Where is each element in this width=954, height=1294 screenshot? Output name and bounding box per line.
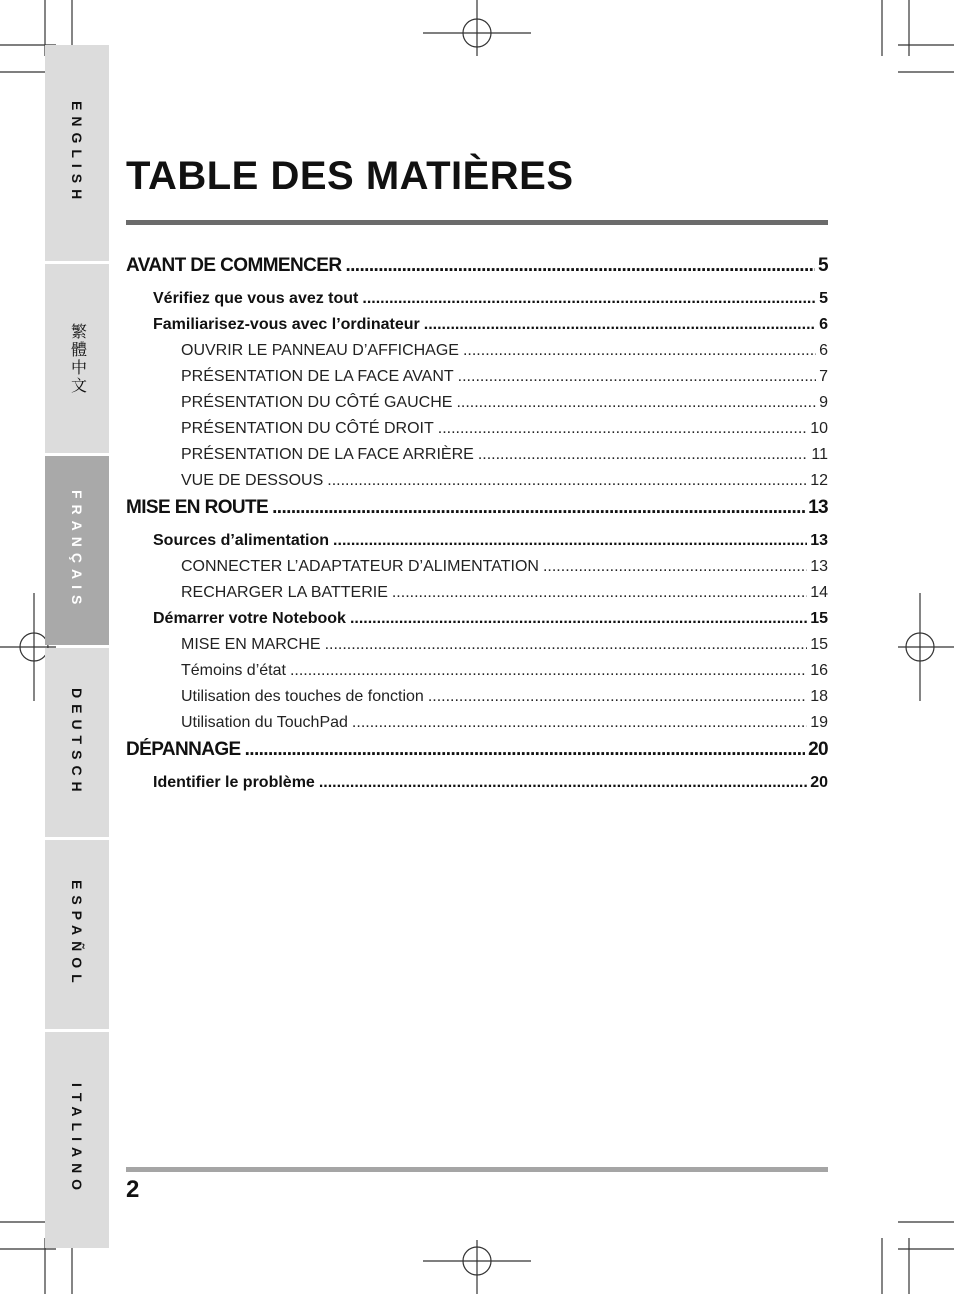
toc-entry-page: 7	[819, 368, 828, 385]
toc-entry-label: VUE DE DESSOUS	[181, 472, 324, 489]
table-of-contents	[126, 254, 828, 796]
toc-entry-label: MISE EN ROUTE	[126, 497, 269, 518]
toc-entry-page: 18	[810, 688, 828, 705]
toc-entry-page: 5	[818, 255, 828, 276]
toc-entry-page: 13	[808, 497, 828, 518]
toc-entry-page: 20	[810, 774, 828, 791]
toc-entry-label: PRÉSENTATION DE LA FACE AVANT	[181, 368, 454, 385]
toc-leader-dots	[272, 496, 805, 520]
toc-entry-label: OUVRIR LE PANNEAU D’AFFICHAGE	[181, 342, 459, 359]
toc-item[interactable]	[126, 580, 828, 606]
toc-entry-label: Démarrer votre Notebook	[153, 610, 346, 627]
language-tab-italiano[interactable]	[45, 1032, 109, 1248]
toc-leader-dots	[438, 416, 807, 442]
toc-entry-label: Utilisation des touches de fonction	[181, 688, 424, 705]
toc-leader-dots	[458, 364, 816, 390]
toc-entry-page: 6	[819, 316, 828, 333]
toc-item[interactable]	[126, 710, 828, 736]
toc-leader-dots	[327, 468, 807, 494]
toc-section[interactable]	[126, 254, 828, 286]
page-title: TABLE DES MATIÈRES	[126, 154, 574, 198]
toc-entry-page: 12	[810, 472, 828, 489]
toc-entry-label: CONNECTER L’ADAPTATEUR D’ALIMENTATION	[181, 558, 539, 575]
toc-entry-page: 9	[819, 394, 828, 411]
toc-section[interactable]	[126, 738, 828, 770]
toc-entry-label: PRÉSENTATION DU CÔTÉ GAUCHE	[181, 394, 453, 411]
toc-entry-label: RECHARGER LA BATTERIE	[181, 584, 388, 601]
toc-item[interactable]	[126, 390, 828, 416]
toc-entry-label: Témoins d’état	[181, 662, 286, 679]
language-tab-label: DEUTSCH	[69, 687, 85, 798]
toc-entry-page: 13	[810, 558, 828, 575]
toc-leader-dots	[456, 390, 816, 416]
toc-entry-label: Utilisation du TouchPad	[181, 714, 348, 731]
title-divider	[126, 220, 828, 225]
toc-entry-page: 15	[810, 636, 828, 653]
toc-entry-page: 20	[808, 739, 828, 760]
toc-entry-page: 6	[819, 342, 828, 359]
toc-leader-dots	[392, 580, 807, 606]
toc-item[interactable]	[126, 632, 828, 658]
toc-entry-label: Vérifiez que vous avez tout	[153, 290, 359, 307]
toc-leader-dots	[352, 710, 807, 736]
toc-leader-dots	[319, 770, 807, 796]
toc-leader-dots	[345, 254, 815, 278]
toc-item[interactable]	[126, 442, 828, 468]
toc-item[interactable]	[126, 468, 828, 494]
toc-leader-dots	[362, 286, 816, 312]
toc-subsection[interactable]	[126, 312, 828, 338]
toc-item[interactable]	[126, 416, 828, 442]
toc-entry-page: 14	[810, 584, 828, 601]
toc-item[interactable]	[126, 338, 828, 364]
language-tab-espanol[interactable]	[45, 840, 109, 1029]
toc-leader-dots	[463, 338, 816, 364]
language-tab-deutsch[interactable]	[45, 648, 109, 837]
language-tab-chinese[interactable]	[45, 264, 109, 453]
toc-entry-page: 5	[819, 290, 828, 307]
toc-item[interactable]	[126, 554, 828, 580]
language-tab-label: ITALIANO	[69, 1083, 85, 1197]
toc-entry-page: 19	[810, 714, 828, 731]
toc-entry-label: PRÉSENTATION DU CÔTÉ DROIT	[181, 420, 434, 437]
toc-item[interactable]	[126, 364, 828, 390]
toc-entry-label: DÉPANNAGE	[126, 739, 241, 760]
toc-entry-label: AVANT DE COMMENCER	[126, 255, 342, 276]
toc-item[interactable]	[126, 658, 828, 684]
language-tab-label: ENGLISH	[69, 100, 85, 206]
language-tab-label: 繁體中文	[68, 322, 86, 395]
toc-leader-dots	[428, 684, 807, 710]
footer-divider	[126, 1167, 828, 1172]
toc-leader-dots	[543, 554, 807, 580]
toc-leader-dots	[424, 312, 816, 338]
toc-entry-page: 10	[810, 420, 828, 437]
toc-leader-dots	[245, 738, 805, 762]
toc-entry-label: PRÉSENTATION DE LA FACE ARRIÈRE	[181, 446, 474, 463]
toc-subsection[interactable]	[126, 770, 828, 796]
toc-entry-page: 13	[810, 532, 828, 549]
toc-item[interactable]	[126, 684, 828, 710]
page-number: 2	[126, 1176, 140, 1203]
language-tab-label: FRANÇAIS	[69, 490, 85, 611]
language-tab-label: ESPAÑOL	[69, 880, 85, 989]
toc-subsection[interactable]	[126, 528, 828, 554]
language-tab-francais[interactable]	[45, 456, 109, 645]
toc-subsection[interactable]	[126, 606, 828, 632]
toc-entry-page: 11	[811, 446, 828, 463]
toc-subsection[interactable]	[126, 286, 828, 312]
toc-entry-label: Identifier le problème	[153, 774, 315, 791]
toc-leader-dots	[290, 658, 807, 684]
toc-leader-dots	[333, 528, 807, 554]
toc-leader-dots	[478, 442, 809, 468]
toc-entry-label: MISE EN MARCHE	[181, 636, 321, 653]
toc-entry-label: Familiarisez-vous avec l’ordinateur	[153, 316, 420, 333]
toc-leader-dots	[350, 606, 807, 632]
toc-entry-label: Sources d’alimentation	[153, 532, 330, 549]
toc-leader-dots	[325, 632, 808, 658]
toc-entry-page: 16	[810, 662, 828, 679]
toc-section[interactable]	[126, 496, 828, 528]
language-tab-english[interactable]	[45, 45, 109, 261]
toc-entry-page: 15	[810, 610, 828, 627]
